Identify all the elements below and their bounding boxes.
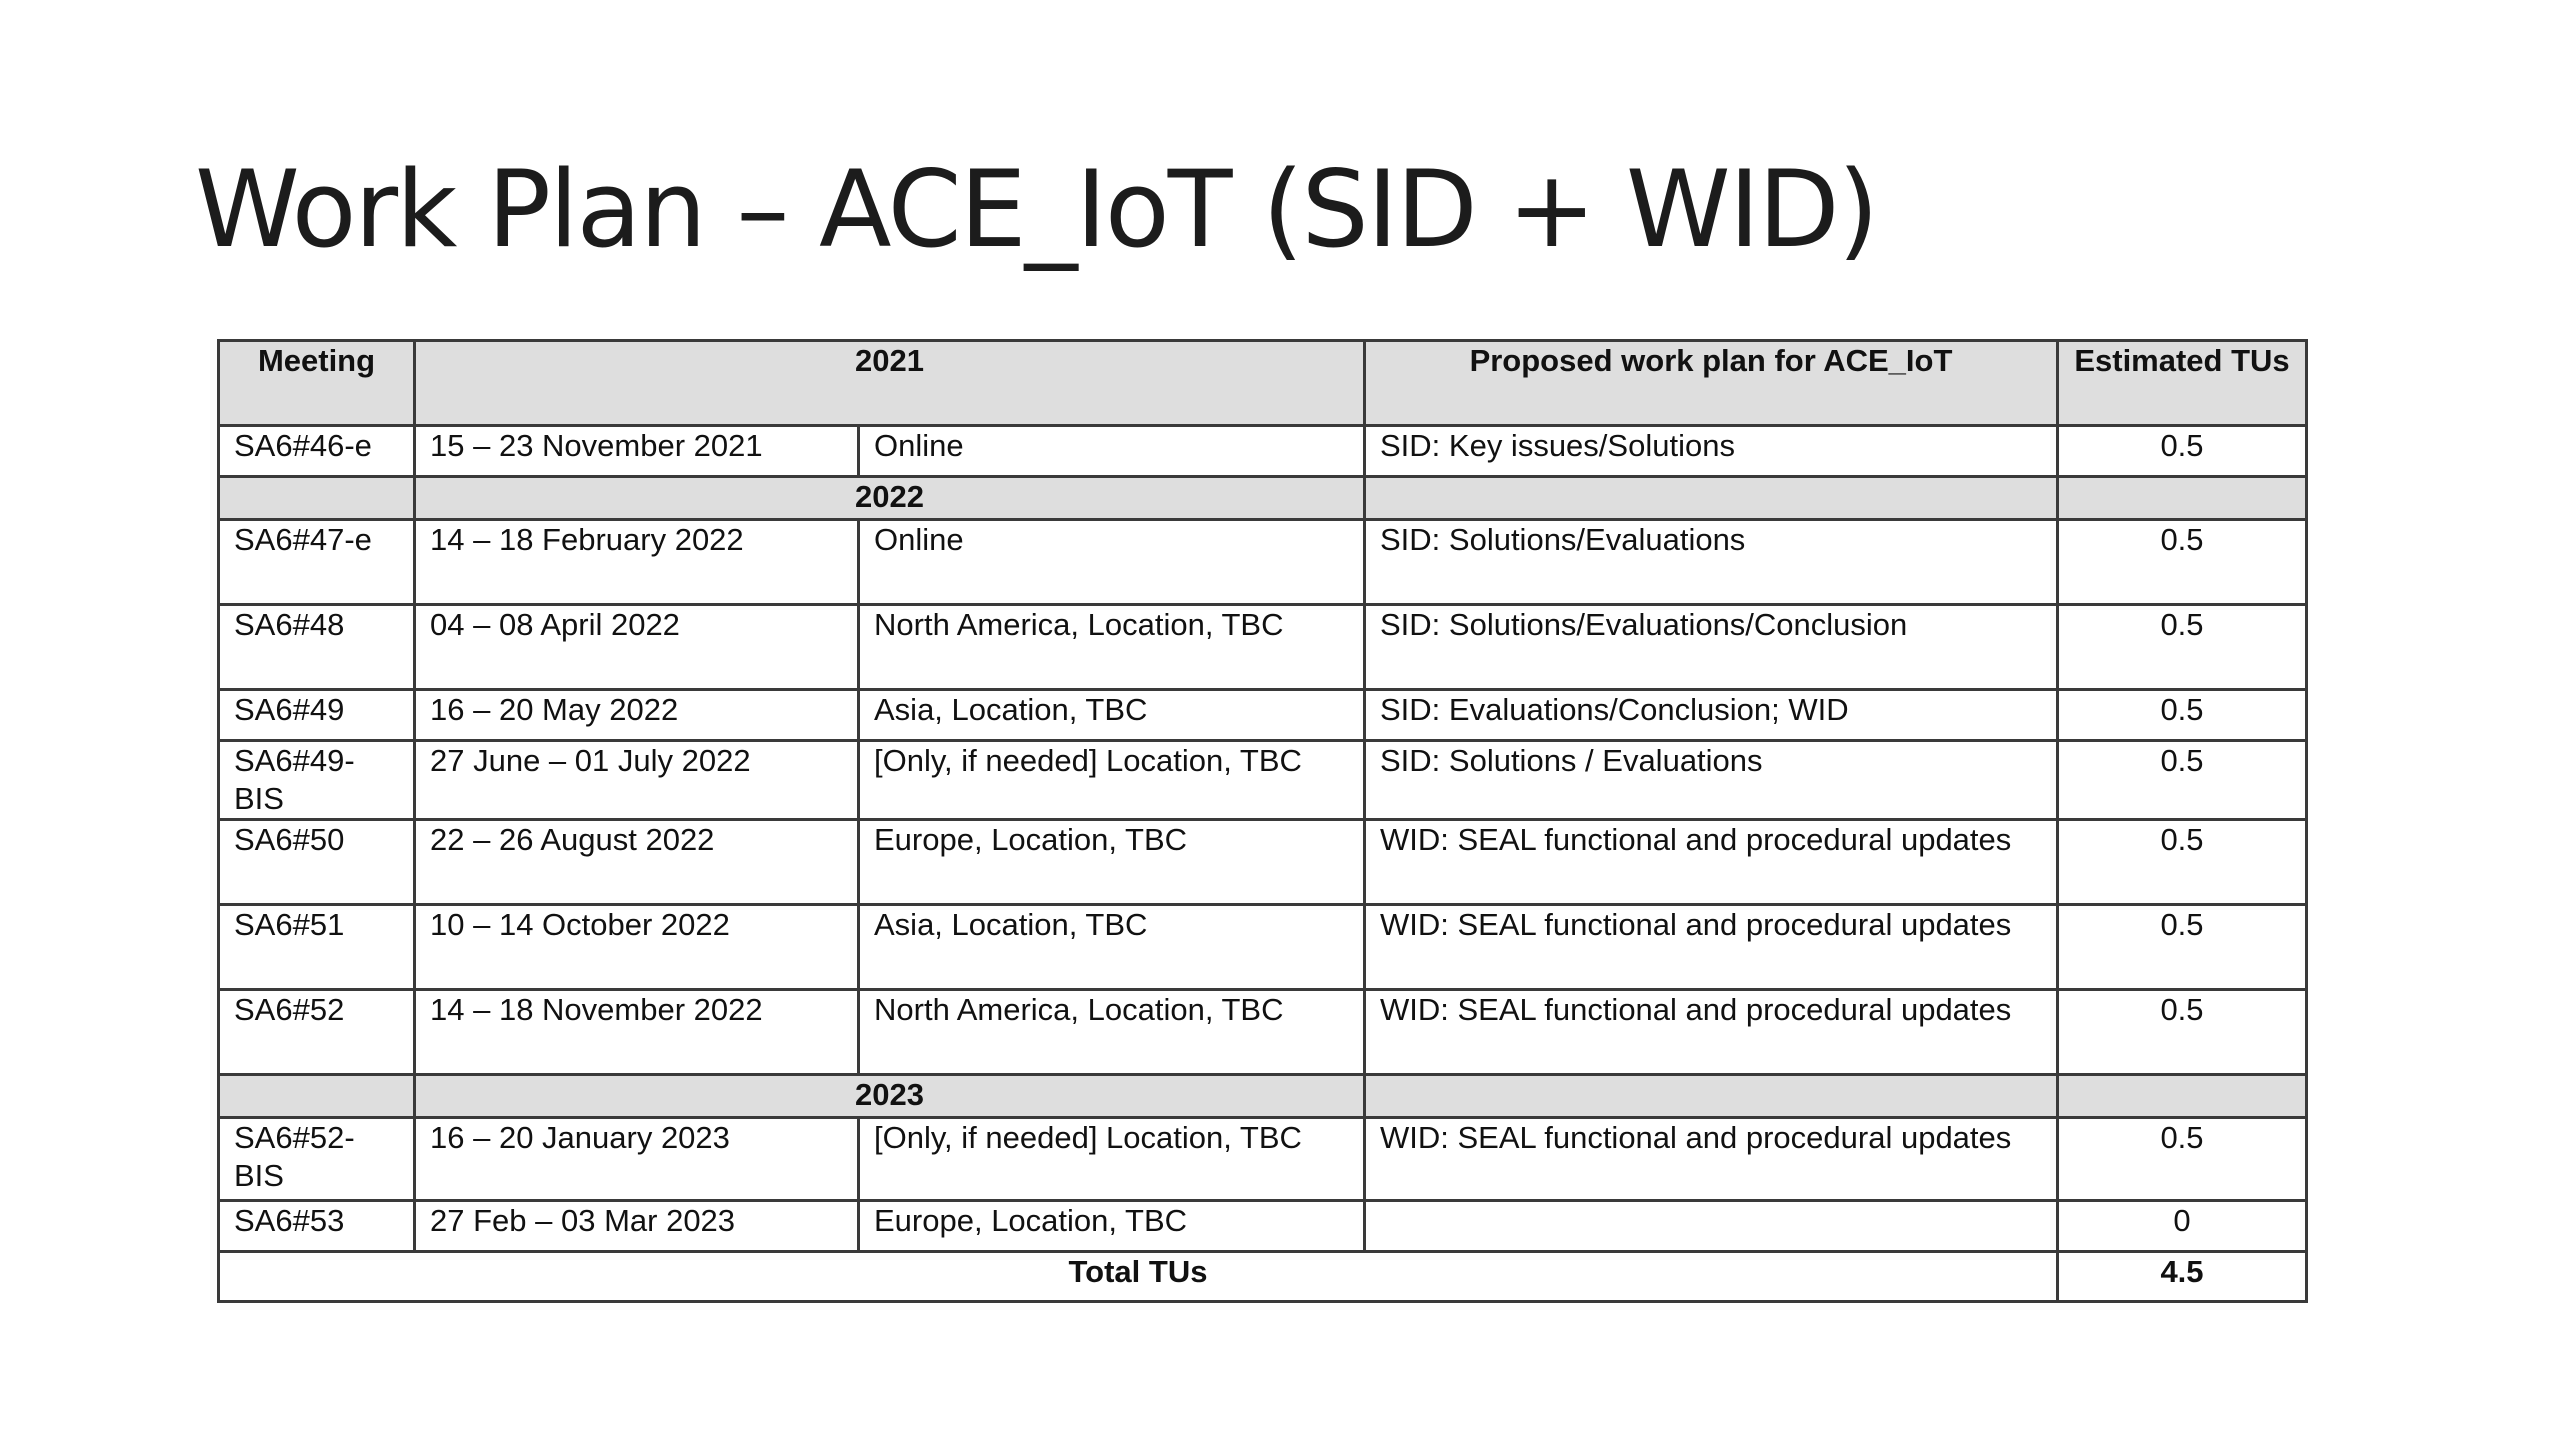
year-label-2023: 2023 <box>415 1075 1365 1118</box>
cell-location: Europe, Location, TBC <box>859 820 1365 905</box>
total-value: 4.5 <box>2058 1252 2307 1302</box>
cell-plan: WID: SEAL functional and procedural updates <box>1365 905 2058 990</box>
cell-dates: 10 – 14 October 2022 <box>415 905 859 990</box>
cell-plan: SID: Key issues/Solutions <box>1365 426 2058 477</box>
cell-dates: 16 – 20 January 2023 <box>415 1118 859 1201</box>
cell-tus: 0.5 <box>2058 690 2307 741</box>
header-meeting: Meeting <box>219 341 415 426</box>
table-row <box>219 605 2307 690</box>
cell-location: Europe, Location, TBC <box>859 1201 1365 1252</box>
cell-dates: 15 – 23 November 2021 <box>415 426 859 477</box>
table-row <box>219 1201 2307 1252</box>
cell-meeting: SA6#52 <box>219 990 415 1075</box>
cell-meeting: SA6#48 <box>219 605 415 690</box>
cell-plan: SID: Evaluations/Conclusion; WID <box>1365 690 2058 741</box>
table-row <box>219 690 2307 741</box>
table-row <box>219 520 2307 605</box>
year-separator-row <box>219 1075 2307 1118</box>
cell-meeting: SA6#49 <box>219 690 415 741</box>
cell-meeting: SA6#52-BIS <box>219 1118 415 1201</box>
cell-location: Online <box>859 426 1365 477</box>
cell-dates: 04 – 08 April 2022 <box>415 605 859 690</box>
year-separator-blank <box>219 1075 415 1118</box>
table-row <box>219 426 2307 477</box>
cell-tus: 0.5 <box>2058 605 2307 690</box>
cell-dates: 22 – 26 August 2022 <box>415 820 859 905</box>
cell-tus: 0.5 <box>2058 990 2307 1075</box>
cell-meeting: SA6#50 <box>219 820 415 905</box>
cell-dates: 14 – 18 November 2022 <box>415 990 859 1075</box>
cell-dates: 27 June – 01 July 2022 <box>415 741 859 820</box>
cell-location: Asia, Location, TBC <box>859 690 1365 741</box>
cell-location: North America, Location, TBC <box>859 605 1365 690</box>
cell-location: Asia, Location, TBC <box>859 905 1365 990</box>
cell-dates: 27 Feb – 03 Mar 2023 <box>415 1201 859 1252</box>
slide-title: Work Plan – ACE_IoT (SID + WID) <box>195 148 1877 271</box>
header-estimated-tus: Estimated TUs <box>2058 341 2307 426</box>
cell-plan: WID: SEAL functional and procedural updates <box>1365 1118 2058 1201</box>
year-separator-blank <box>1365 477 2058 520</box>
year-separator-row <box>219 477 2307 520</box>
cell-meeting: SA6#51 <box>219 905 415 990</box>
cell-tus: 0.5 <box>2058 520 2307 605</box>
cell-tus: 0.5 <box>2058 905 2307 990</box>
cell-plan: WID: SEAL functional and procedural updates <box>1365 820 2058 905</box>
cell-tus: 0.5 <box>2058 426 2307 477</box>
cell-plan: SID: Solutions/Evaluations/Conclusion <box>1365 605 2058 690</box>
cell-meeting: SA6#53 <box>219 1201 415 1252</box>
table-row <box>219 905 2307 990</box>
cell-meeting: SA6#46-e <box>219 426 415 477</box>
year-separator-blank <box>1365 1075 2058 1118</box>
cell-location: [Only, if needed] Location, TBC <box>859 1118 1365 1201</box>
cell-location: Online <box>859 520 1365 605</box>
work-plan-table <box>217 339 2308 1303</box>
cell-meeting: SA6#49-BIS <box>219 741 415 820</box>
year-separator-blank <box>2058 1075 2307 1118</box>
cell-dates: 14 – 18 February 2022 <box>415 520 859 605</box>
cell-plan <box>1365 1201 2058 1252</box>
table-row <box>219 741 2307 820</box>
table-row <box>219 820 2307 905</box>
year-separator-blank <box>219 477 415 520</box>
cell-plan: SID: Solutions/Evaluations <box>1365 520 2058 605</box>
header-year-2021: 2021 <box>415 341 1365 426</box>
cell-meeting: SA6#47-e <box>219 520 415 605</box>
year-label-2022: 2022 <box>415 477 1365 520</box>
cell-dates: 16 – 20 May 2022 <box>415 690 859 741</box>
cell-tus: 0.5 <box>2058 1118 2307 1201</box>
total-row <box>219 1252 2307 1302</box>
cell-plan: WID: SEAL functional and procedural updates <box>1365 990 2058 1075</box>
cell-tus: 0.5 <box>2058 741 2307 820</box>
table-header-row <box>219 341 2307 426</box>
cell-tus: 0 <box>2058 1201 2307 1252</box>
header-proposed-plan: Proposed work plan for ACE_IoT <box>1365 341 2058 426</box>
cell-tus: 0.5 <box>2058 820 2307 905</box>
year-separator-blank <box>2058 477 2307 520</box>
table-row <box>219 990 2307 1075</box>
cell-plan: SID: Solutions / Evaluations <box>1365 741 2058 820</box>
table-row <box>219 1118 2307 1201</box>
total-label: Total TUs <box>219 1252 2058 1302</box>
cell-location: [Only, if needed] Location, TBC <box>859 741 1365 820</box>
cell-location: North America, Location, TBC <box>859 990 1365 1075</box>
